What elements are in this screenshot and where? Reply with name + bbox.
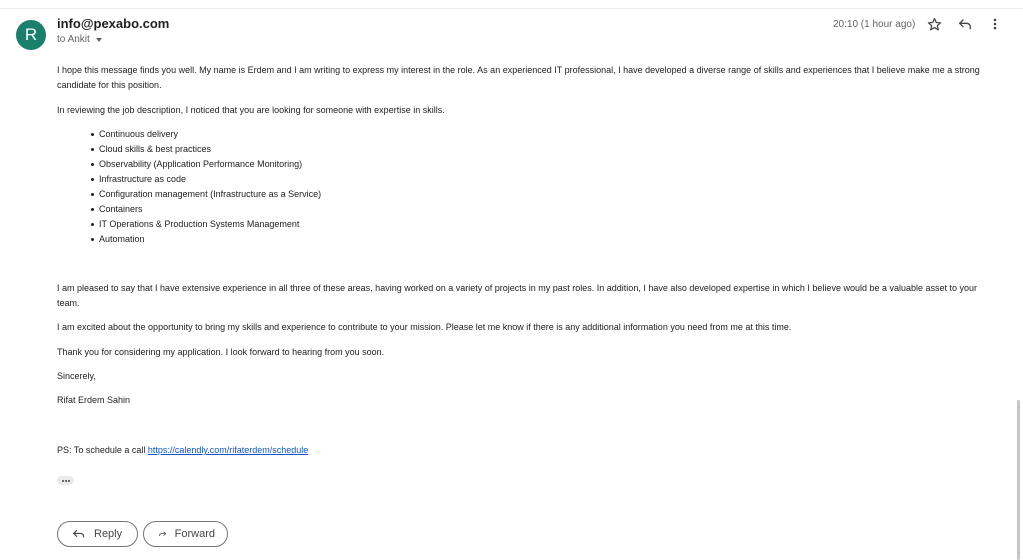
sender-address[interactable]: info@pexabo.com [57,16,170,31]
postscript-text: PS: To schedule a call [57,445,148,455]
body-paragraph-intro: I hope this message finds you well. My name is Erdem and I am writing to express my interest in the role. As an experienced IT professional, I have developed a diverse range of skills and experiences that I believe make me a strong candidate for this position. [57,65,980,90]
forward-icon [158,528,167,540]
list-item: Infrastructure as code [99,172,321,187]
skills-list [57,127,321,247]
list-item: IT Operations & Production Systems Management [99,217,321,232]
chevron-down-icon[interactable] [96,38,102,42]
reply-icon[interactable] [955,14,975,34]
show-trimmed-content-button[interactable] [57,476,74,485]
list-item: Automation [99,232,321,247]
star-icon[interactable] [924,14,944,34]
list-item: Containers [99,202,321,217]
reply-button[interactable] [57,521,138,547]
top-divider [0,8,1023,9]
body-paragraph-experience: I am pleased to say that I have extensive experience in all three of these areas, having worked on a variety of projects in my past roles. In addition, I have also developed expertise in which I believe would be a valuable asset to your team. [57,283,978,308]
dot [65,480,67,482]
reply-icon [72,528,86,540]
dot [62,480,64,482]
sender-avatar[interactable]: R [16,20,46,50]
recipient-label: to Ankit [57,34,90,45]
list-item: Configuration management (Infrastructure as a Service) [99,187,321,202]
body-paragraph-opportunity: I am excited about the opportunity to bring my skills and experience to contribute to your mission. Please let me know if there is any additional information you need from me at this time. [57,322,792,332]
scrollbar[interactable] [1017,400,1020,560]
email-timestamp: 20:10 (1 hour ago) [833,19,916,30]
postscript [57,443,308,458]
body-paragraph-thanks: Thank you for considering my application. I look forward to hearing from you soon. [57,347,385,357]
list-item: Continuous delivery [99,127,321,142]
dot [68,480,70,482]
signature-name: Rifat Erdem Sahin [57,395,131,405]
reply-button-label: Reply [94,528,123,540]
closing-line: Sincerely, [57,371,96,381]
recipient-details[interactable] [57,34,102,45]
list-item: Cloud skills & best practices [99,142,321,157]
forward-button-label: Forward [174,528,215,540]
body-paragraph-job: In reviewing the job description, I noticed that you are looking for someone with expertise in skills. [57,105,445,115]
more-vert-icon[interactable] [985,14,1005,34]
calendly-link[interactable]: https://calendly.com/rifaterdem/schedule [147,445,309,455]
forward-button[interactable] [143,521,228,547]
list-item: Observability (Application Performance Monitoring) [99,157,321,172]
